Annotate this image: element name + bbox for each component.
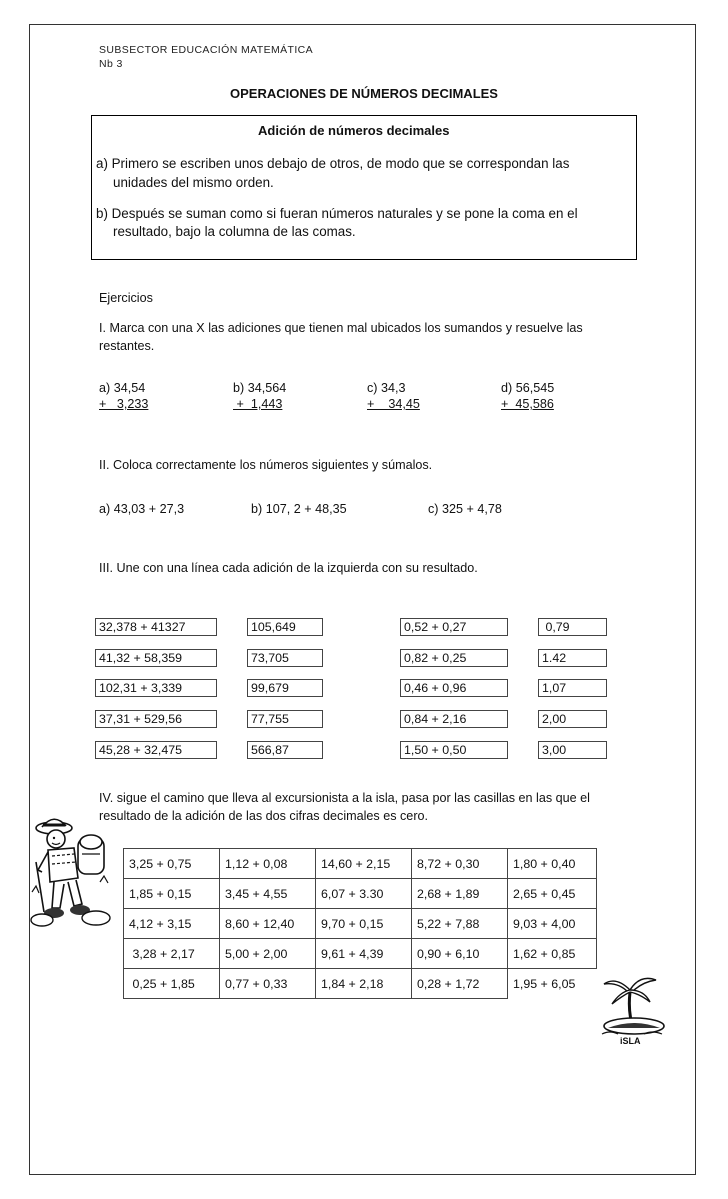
match-left-result: 566,87 bbox=[247, 741, 323, 759]
match-right-sum: 0,52 + 0,27 bbox=[400, 618, 508, 636]
section2-instruction: II. Coloca correctamente los números siguientes y súmalos. bbox=[99, 458, 433, 472]
exercise-1d-top: d) 56,545 bbox=[501, 381, 555, 395]
match-right-result: 0,79 bbox=[538, 618, 607, 636]
grid-cell[interactable]: 1,84 + 2,18 bbox=[316, 969, 412, 999]
exercises-label: Ejercicios bbox=[99, 291, 153, 305]
grid-cell[interactable]: 1,12 + 0,08 bbox=[220, 849, 316, 879]
grid-cell[interactable]: 0,28 + 1,72 bbox=[412, 969, 508, 999]
grid-cell[interactable]: 4,12 + 3,15 bbox=[124, 909, 220, 939]
grid-cell[interactable]: 1,80 + 0,40 bbox=[508, 849, 597, 879]
grid-cell[interactable]: 0,25 + 1,85 bbox=[124, 969, 220, 999]
grid-cell[interactable]: 1,62 + 0,85 bbox=[508, 939, 597, 969]
subject-header: SUBSECTOR EDUCACIÓN MATEMÁTICA bbox=[99, 44, 314, 56]
island-illustration bbox=[600, 970, 668, 1040]
grid-cell[interactable]: 3,25 + 0,75 bbox=[124, 849, 220, 879]
match-right-sum: 1,50 + 0,50 bbox=[400, 741, 508, 759]
grid-cell[interactable]: 2,65 + 0,45 bbox=[508, 879, 597, 909]
island-label: iSLA bbox=[620, 1036, 641, 1046]
grid-cell[interactable]: 8,72 + 0,30 bbox=[412, 849, 508, 879]
match-right-result: 1.42 bbox=[538, 649, 607, 667]
match-right-sum: 0,84 + 2,16 bbox=[400, 710, 508, 728]
match-right-result: 3,00 bbox=[538, 741, 607, 759]
grid-cell[interactable]: 5,00 + 2,00 bbox=[220, 939, 316, 969]
rule-b-line2: resultado, bajo la columna de las comas. bbox=[113, 224, 356, 239]
grid-cell[interactable]: 1,95 + 6,05 bbox=[513, 976, 576, 991]
grid-cell[interactable]: 9,61 + 4,39 bbox=[316, 939, 412, 969]
rule-a-line2: unidades del mismo orden. bbox=[113, 175, 274, 190]
match-right-result: 1,07 bbox=[538, 679, 607, 697]
section4-instruction-line1: IV. sigue el camino que lleva al excursionista a la isla, pasa por las casillas en las que el bbox=[99, 791, 590, 805]
match-left-sum: 37,31 + 529,56 bbox=[95, 710, 217, 728]
level-header: Nb 3 bbox=[99, 58, 123, 70]
grid-cell[interactable]: 1,85 + 0,15 bbox=[124, 879, 220, 909]
exercise-1c-bottom: + 34,45 bbox=[367, 397, 420, 411]
match-left-sum: 32,378 + 41327 bbox=[95, 618, 217, 636]
match-left-result: 77,755 bbox=[247, 710, 323, 728]
match-left-result: 73,705 bbox=[247, 649, 323, 667]
grid-row bbox=[124, 939, 597, 969]
grid-cell[interactable]: 6,07 + 3.30 bbox=[316, 879, 412, 909]
match-right-result: 2,00 bbox=[538, 710, 607, 728]
exercise-1a-top: a) 34,54 bbox=[99, 381, 146, 395]
grid-row bbox=[124, 849, 597, 879]
path-grid bbox=[123, 848, 597, 999]
exercise-2a: a) 43,03 + 27,3 bbox=[99, 502, 185, 516]
match-left-sum: 41,32 + 58,359 bbox=[95, 649, 217, 667]
grid-row bbox=[124, 969, 597, 999]
exercise-1b-top: b) 34,564 bbox=[233, 381, 287, 395]
grid-cell[interactable]: 3,45 + 4,55 bbox=[220, 879, 316, 909]
rule-title: Adición de números decimales bbox=[258, 123, 450, 138]
rule-a-line1: a) Primero se escriben unos debajo de otros, de modo que se correspondan las bbox=[96, 156, 570, 171]
exercise-1b-bottom: + 1,443 bbox=[233, 397, 283, 411]
grid-cell[interactable]: 0,90 + 6,10 bbox=[412, 939, 508, 969]
exercise-1d-bottom: + 45,586 bbox=[501, 397, 554, 411]
rule-b-line1: b) Después se suman como si fueran números naturales y se pone la coma en el bbox=[96, 206, 578, 221]
page-title: OPERACIONES DE NÚMEROS DECIMALES bbox=[230, 86, 498, 101]
section1-instruction-line2: restantes. bbox=[99, 339, 155, 353]
match-left-sum: 102,31 + 3,339 bbox=[95, 679, 217, 697]
exercise-2b: b) 107, 2 + 48,35 bbox=[251, 502, 347, 516]
grid-cell[interactable]: 3,28 + 2,17 bbox=[124, 939, 220, 969]
exercise-2c: c) 325 + 4,78 bbox=[428, 502, 502, 516]
grid-cell[interactable]: 8,60 + 12,40 bbox=[220, 909, 316, 939]
match-right-sum: 0,46 + 0,96 bbox=[400, 679, 508, 697]
section4-instruction-line2: resultado de la adición de las dos cifras decimales es cero. bbox=[99, 809, 429, 823]
match-left-sum: 45,28 + 32,475 bbox=[95, 741, 217, 759]
section1-instruction-line1: I. Marca con una X las adiciones que tienen mal ubicados los sumandos y resuelve las bbox=[99, 321, 583, 335]
exercise-1c-top: c) 34,3 bbox=[367, 381, 406, 395]
grid-row bbox=[124, 909, 597, 939]
grid-cell[interactable]: 5,22 + 7,88 bbox=[412, 909, 508, 939]
grid-cell[interactable]: 9,70 + 0,15 bbox=[316, 909, 412, 939]
match-left-result: 99,679 bbox=[247, 679, 323, 697]
grid-cell[interactable]: 9,03 + 4,00 bbox=[508, 909, 597, 939]
grid-row bbox=[124, 879, 597, 909]
match-right-sum: 0,82 + 0,25 bbox=[400, 649, 508, 667]
hiker-illustration bbox=[30, 812, 122, 930]
section3-instruction: III. Une con una línea cada adición de la izquierda con su resultado. bbox=[99, 561, 478, 575]
grid-cell[interactable]: 0,77 + 0,33 bbox=[220, 969, 316, 999]
exercise-1a-bottom: + 3,233 bbox=[99, 397, 149, 411]
grid-cell[interactable]: 14,60 + 2,15 bbox=[316, 849, 412, 879]
grid-cell[interactable]: 2,68 + 1,89 bbox=[412, 879, 508, 909]
match-left-result: 105,649 bbox=[247, 618, 323, 636]
